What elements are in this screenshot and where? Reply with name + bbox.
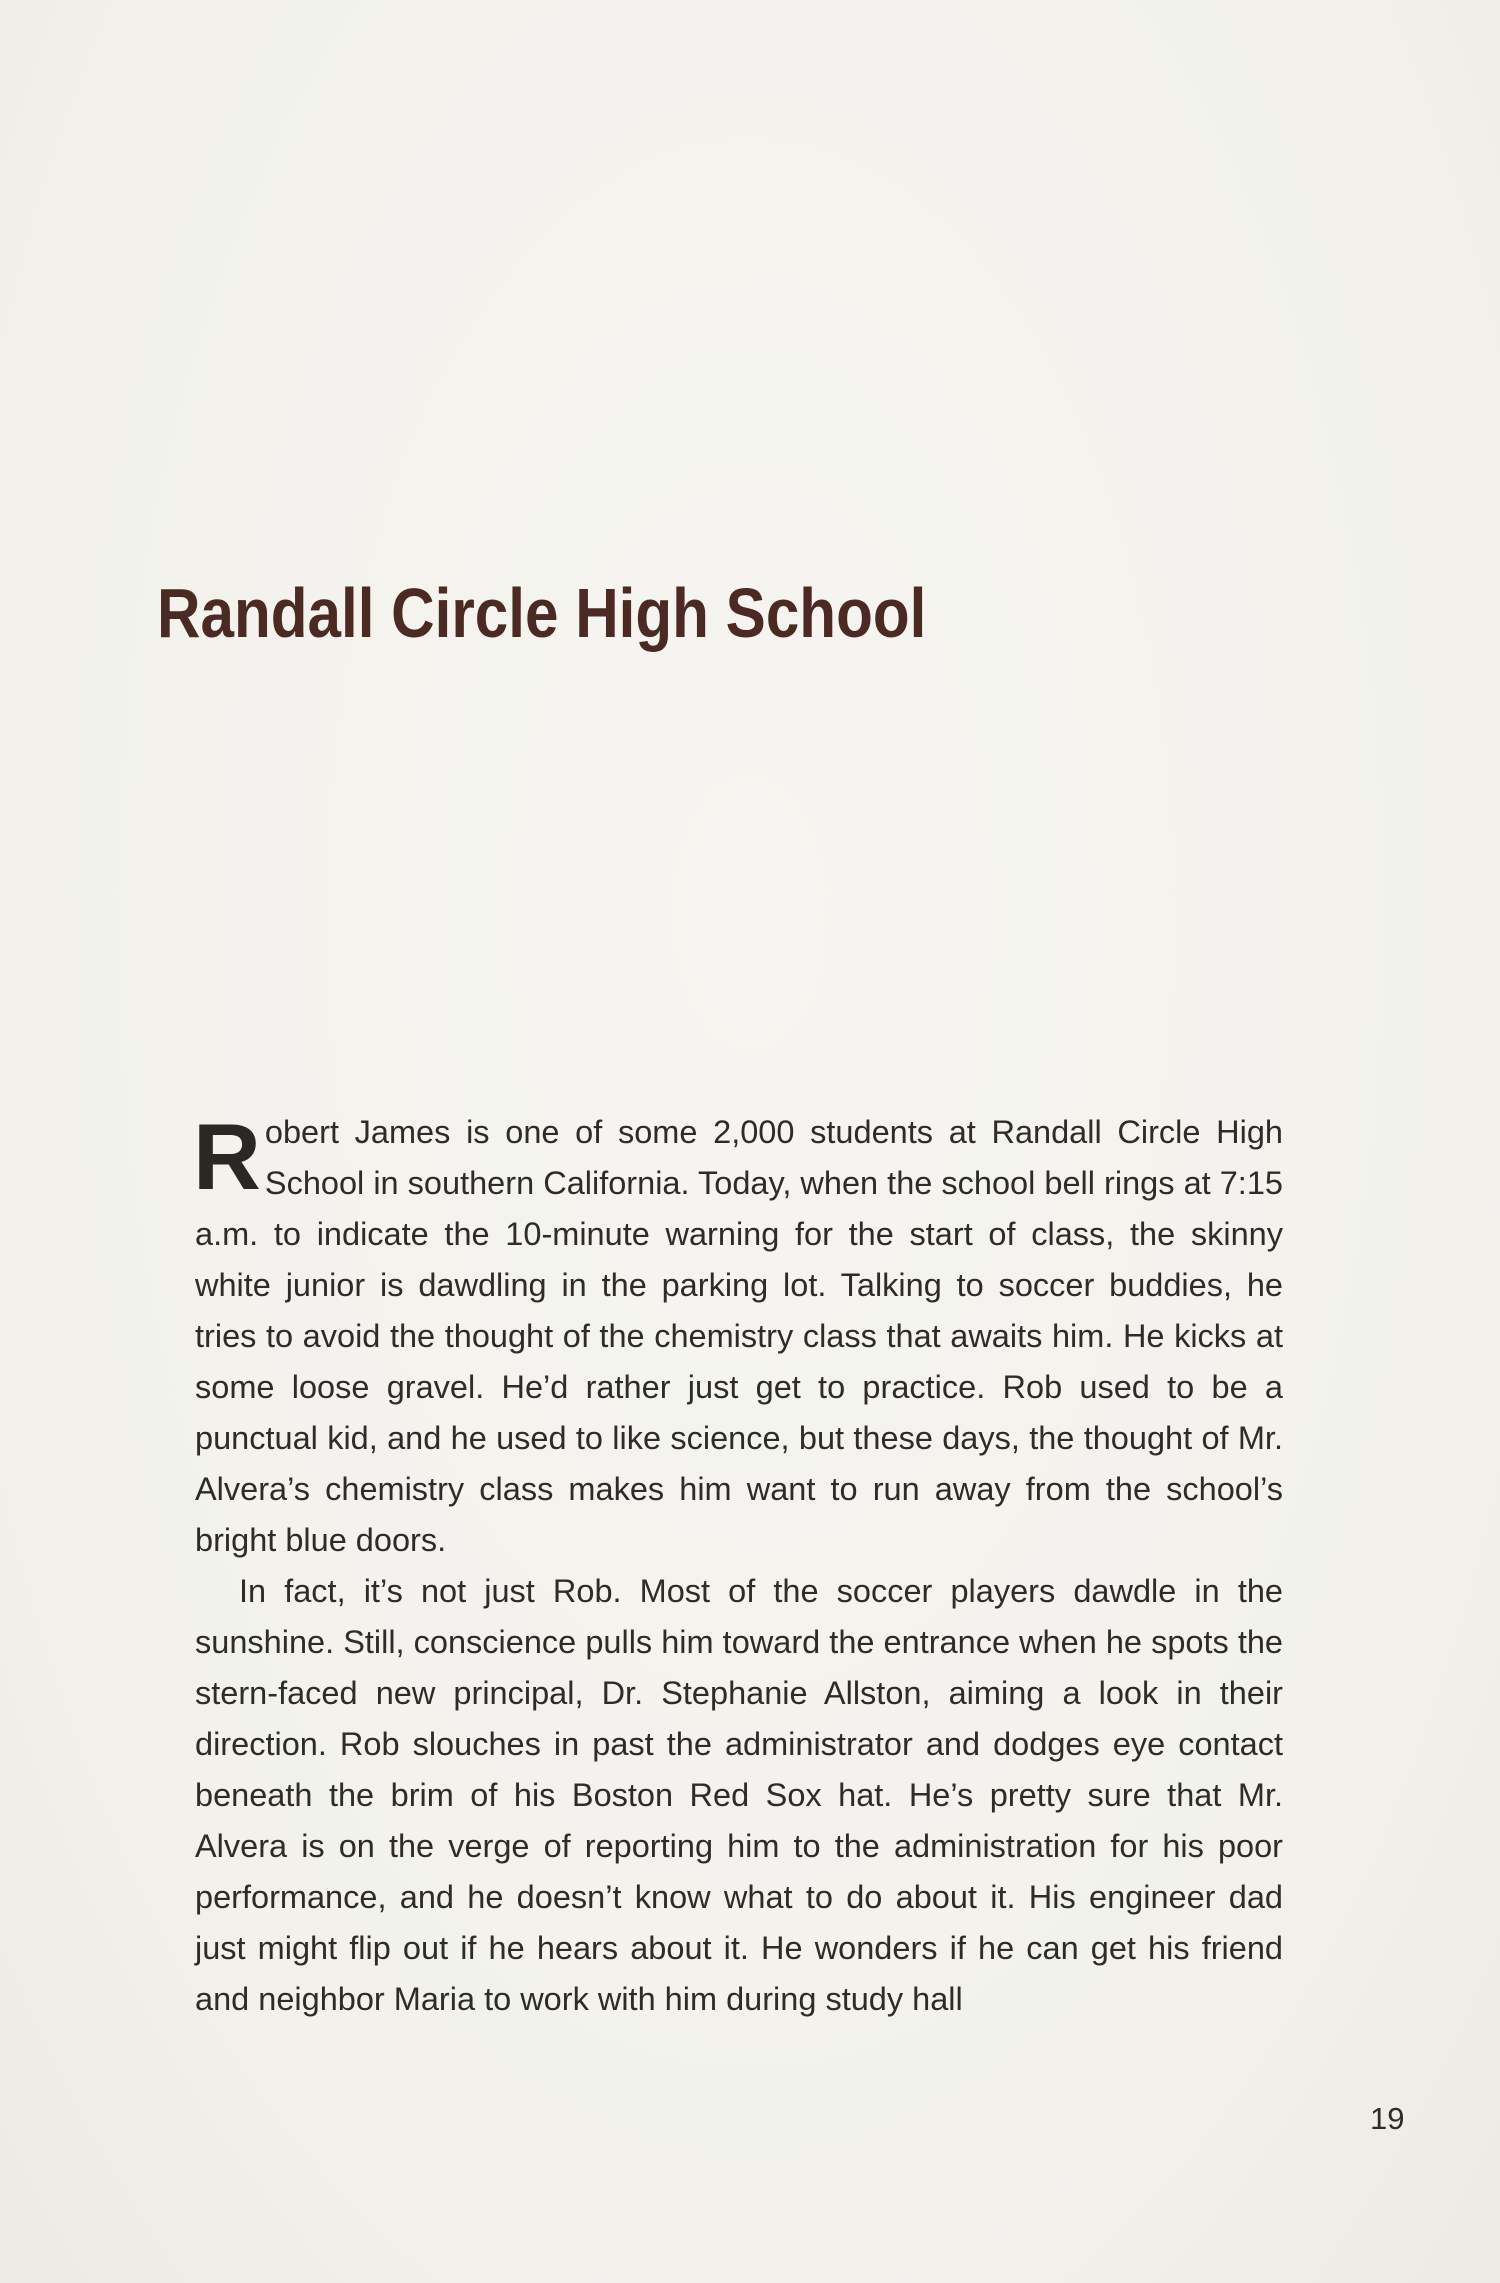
paragraph-2-text: In fact, it’s not just Rob. Most of the soccer players dawdle in the sunshine. Still, conscience pulls him toward the entrance when he spots the stern-faced new principal, Dr. Stephanie Allston, aiming a look in their direction. Rob slouches in past the administrator and dodges eye contact beneath the brim of his Boston Red Sox hat. He’s pretty sure that Mr. Alvera is on the verge of reporting him to the administration for his poor performance, and he doesn’t know what to do about it. His engineer dad just might flip out if he hears about it. He wonders if he can get his friend and neighbor Maria to work with him during study hall — [195, 1573, 1283, 2017]
body-text — [193, 1104, 1283, 2025]
paragraph-1-text: obert James is one of some 2,000 students at Randall Circle High School in southern California. Today, when the school bell rings at 7:15 a.m. to indicate the 10-minute warning for the start of class, the skinny white junior is dawdling in the parking lot. Talking to soccer buddies, he tries to avoid the thought of the chemistry class that awaits him. He kicks at some loose gravel. He’d rather just get to practice. Rob used to be a punctual kid, and he used to like science, but these days, the thought of Mr. Alvera’s chemistry class makes him want to run away from the school’s bright blue doors. — [195, 1114, 1283, 1558]
drop-cap: R — [193, 1104, 261, 1209]
chapter-title: Randall Circle High School — [157, 574, 927, 652]
paragraph — [193, 1104, 1283, 1566]
page-number: 19 — [1370, 2101, 1405, 2136]
